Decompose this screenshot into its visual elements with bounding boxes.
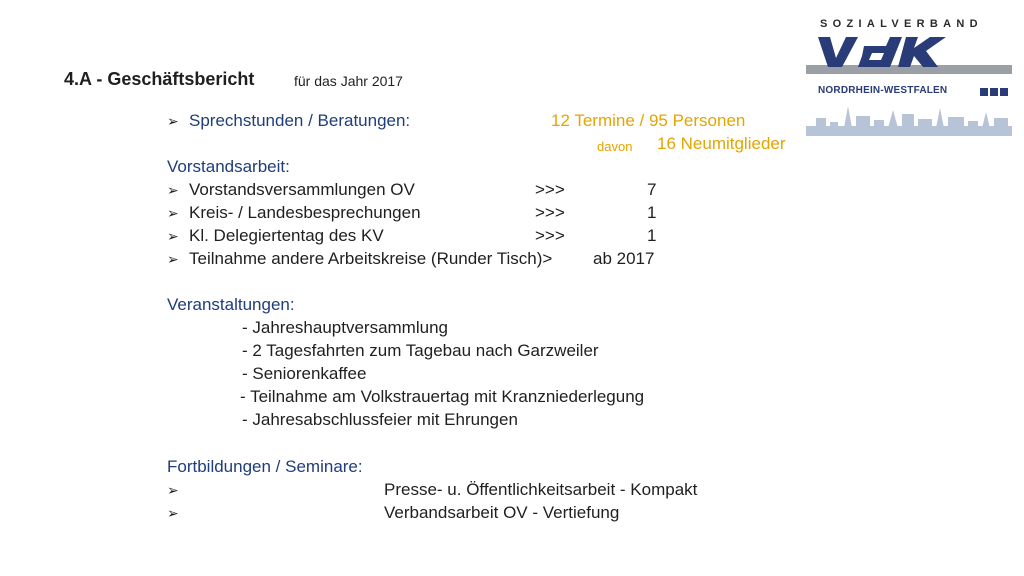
arrow-bullet-icon: ➢: [167, 251, 179, 267]
vorstand-item-value: 7: [647, 180, 657, 199]
logo-top-text: SOZIALVERBAND: [820, 18, 983, 30]
logo-region-text: NORDRHEIN-WESTFALEN: [818, 85, 948, 96]
sprechstunden-row: [167, 111, 410, 131]
list-item: [167, 203, 421, 223]
vorstandsarbeit-heading: Vorstandsarbeit:: [167, 157, 290, 176]
arrow-bullet-icon: ➢: [167, 228, 179, 244]
vorstand-item-label: Teilnahme andere Arbeitskreise (Runder Tisch)>: [189, 249, 553, 268]
fortbildungen-heading: Fortbildungen / Seminare:: [167, 457, 363, 476]
list-item: [167, 249, 552, 269]
list-item: Verbandsarbeit OV - Vertiefung: [384, 503, 620, 522]
list-item: - Seniorenkaffee: [242, 364, 367, 383]
arrow-bullet-icon: ➢: [167, 482, 179, 498]
arrow-bullet-icon: ➢: [167, 113, 179, 129]
vorstand-item-label: Vorstandsversammlungen OV: [189, 180, 415, 199]
page-title: 4.A - Geschäftsbericht: [64, 69, 255, 89]
list-item: [167, 226, 384, 246]
page-subtitle: für das Jahr 2017: [294, 73, 403, 89]
vorstand-item-value: 1: [647, 203, 657, 222]
vorstand-item-arrow: >>>: [535, 226, 565, 245]
vorstand-item-value: 1: [647, 226, 657, 245]
sprechstunden-label: Sprechstunden / Beratungen:: [189, 111, 411, 130]
arrow-bullet-icon: ➢: [167, 505, 179, 521]
list-item: - Jahreshauptversammlung: [242, 318, 448, 337]
vorstand-item-value: ab 2017: [593, 249, 655, 268]
vorstand-item-label: Kreis- / Landesbesprechungen: [189, 203, 421, 222]
vorstand-item-arrow: >>>: [535, 180, 565, 199]
veranstaltungen-heading: Veranstaltungen:: [167, 295, 295, 314]
list-item: [167, 180, 415, 200]
list-item: - Jahresabschlussfeier mit Ehrungen: [242, 410, 518, 429]
list-item: Presse- u. Öffentlichkeitsarbeit - Kompakt: [384, 480, 698, 499]
vorstand-item-label: Kl. Delegiertentag des KV: [189, 226, 384, 245]
arrow-bullet-icon: ➢: [167, 182, 179, 198]
arrow-bullet-icon: ➢: [167, 205, 179, 221]
davon-label: davon: [597, 139, 633, 154]
sprechstunden-value: 12 Termine / 95 Personen: [551, 111, 746, 130]
davon-value: 16 Neumitglieder: [657, 134, 786, 153]
list-item: - Teilnahme am Volkstrauertag mit Kranzniederlegung: [240, 387, 645, 406]
list-item: - 2 Tagesfahrten zum Tagebau nach Garzweiler: [242, 341, 599, 360]
vorstand-item-arrow: >>>: [535, 203, 565, 222]
